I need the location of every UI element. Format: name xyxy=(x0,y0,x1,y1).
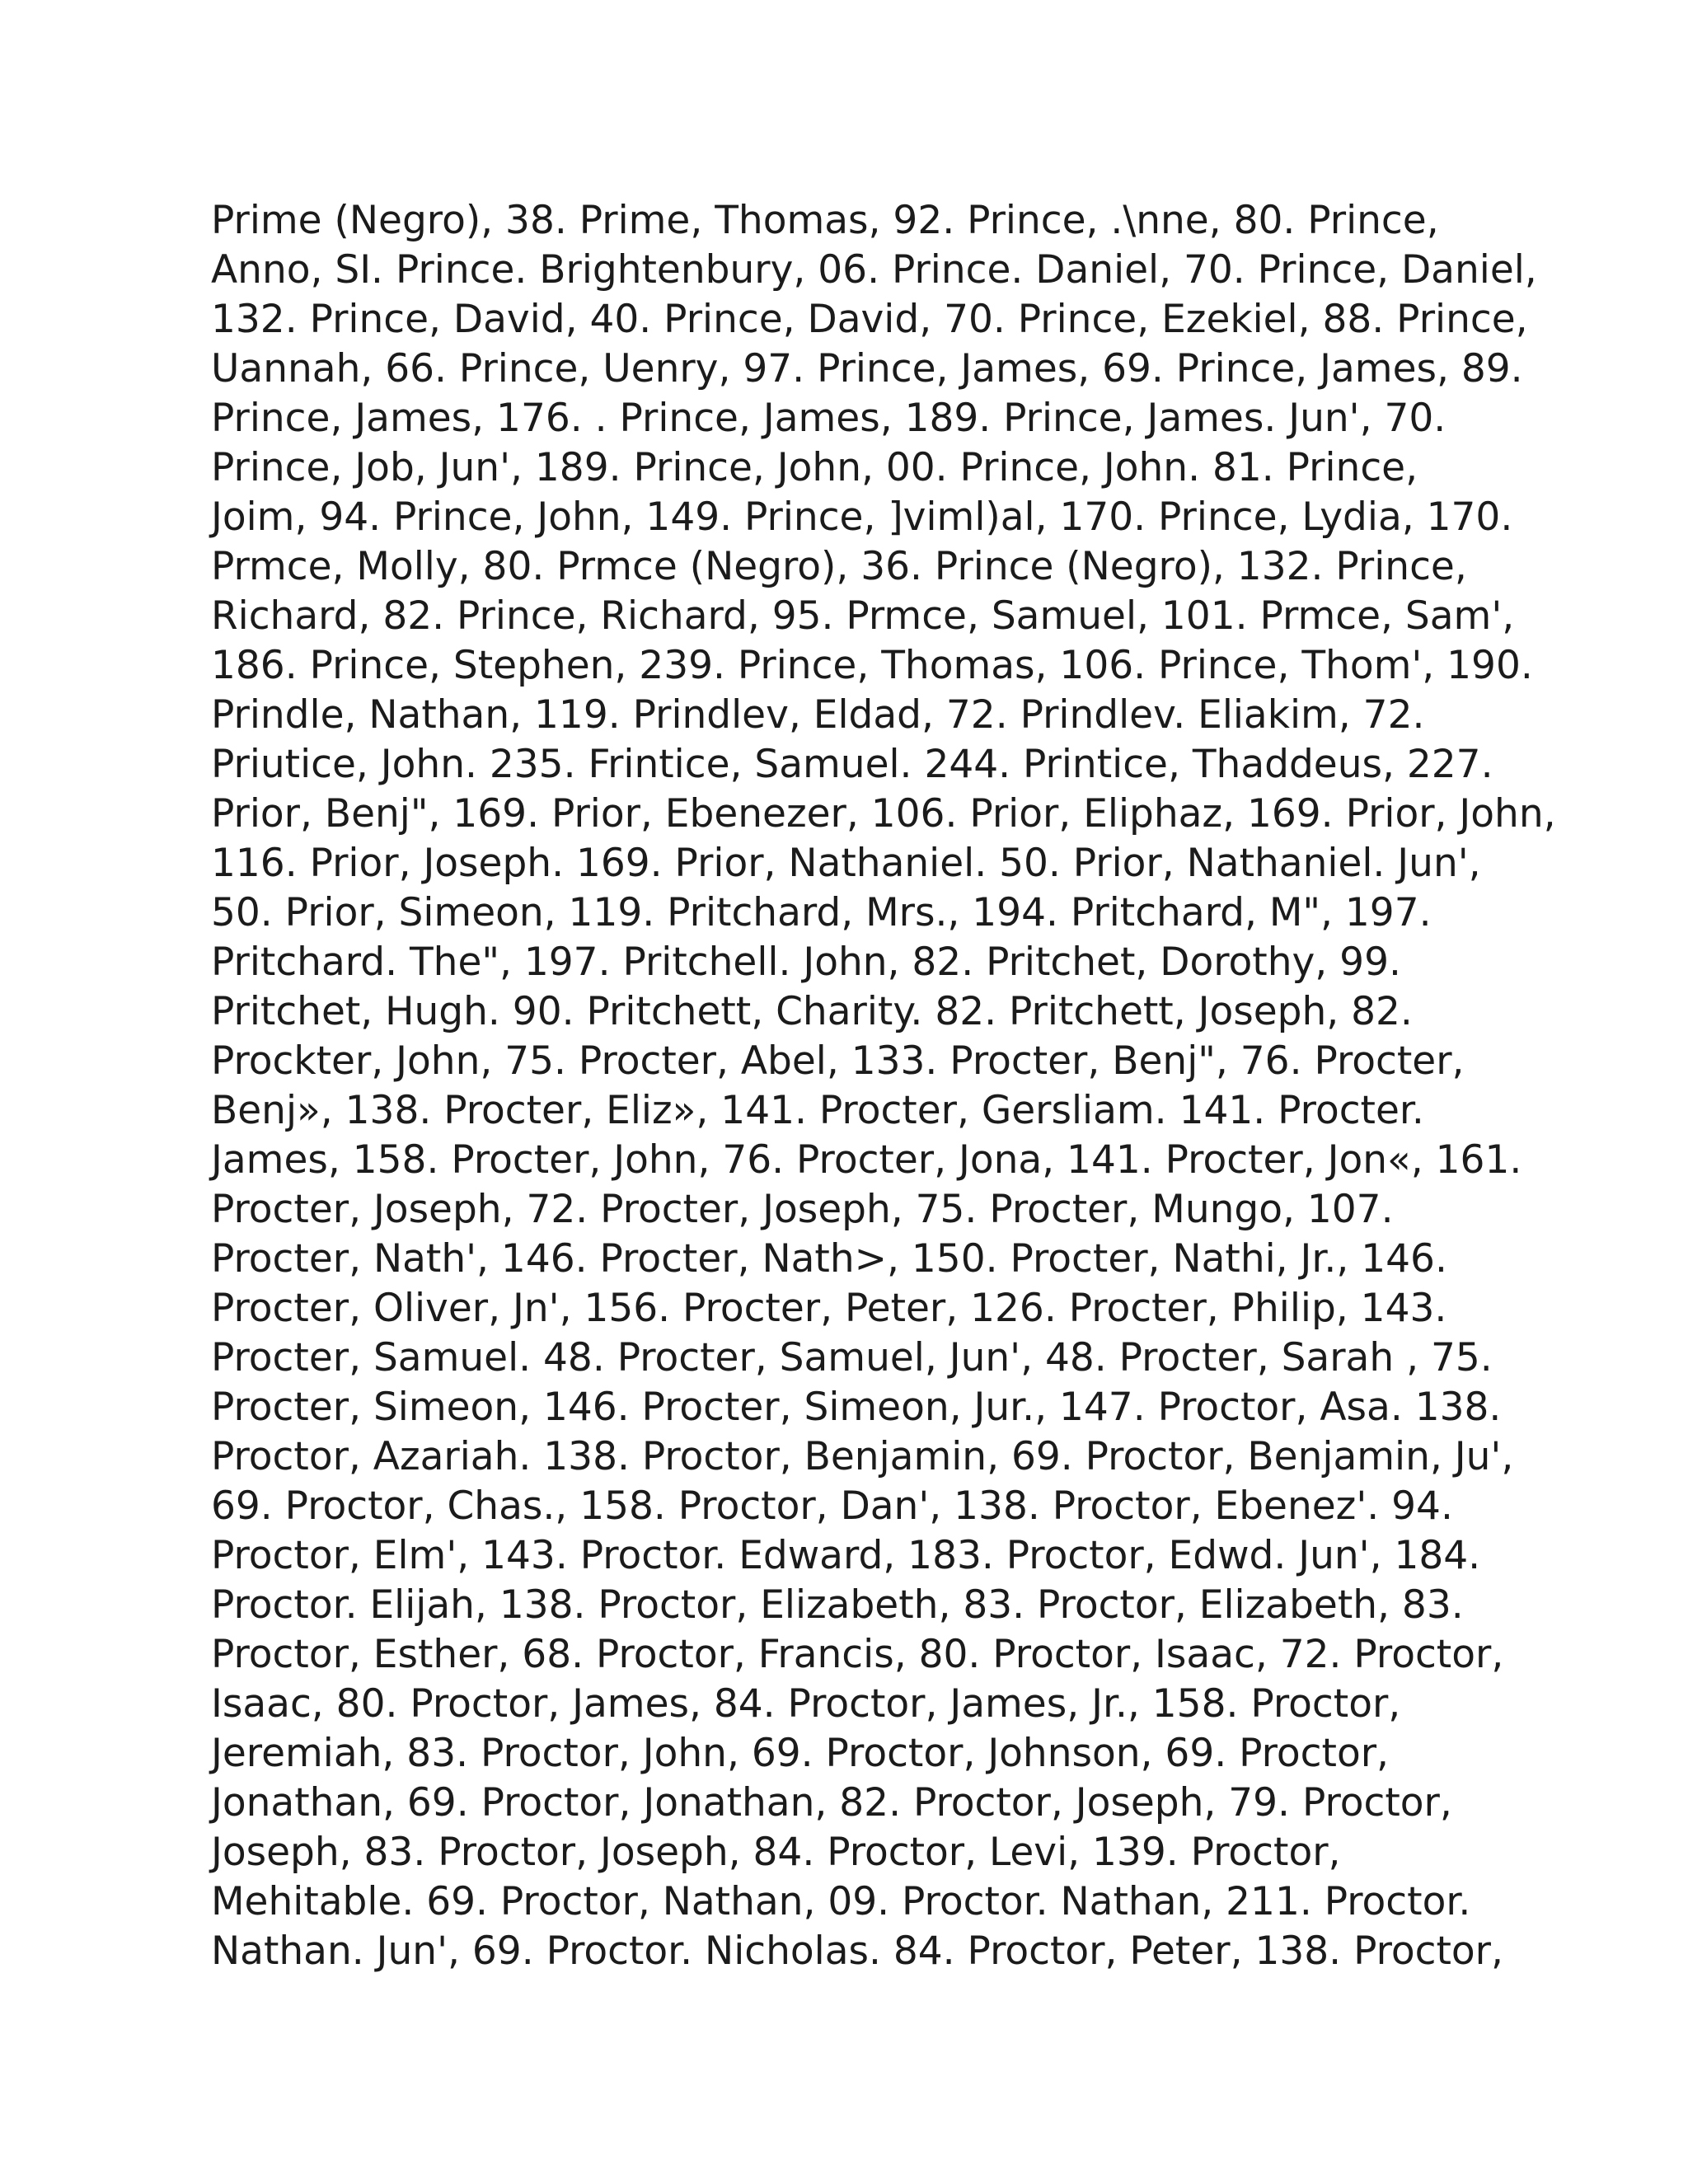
text-line: Pritchet, Hugh. 90. Pritchett, Charity. 82. Pritchett, Joseph, 82. xyxy=(211,989,1413,1034)
text-line: Isaac, 80. Proctor, James, 84. Proctor, James, Jr., 158. Proctor, xyxy=(211,1681,1401,1727)
text-line: Benj», 138. Procter, Eliz», 141. Procter, Gersliam. 141. Procter. xyxy=(211,1088,1424,1133)
text-line: Procter, Nath', 146. Procter, Nath>, 150. Procter, Nathi, Jr., 146. xyxy=(211,1236,1447,1282)
text-line: Richard, 82. Prince, Richard, 95. Prmce, Samuel, 101. Prmce, Sam', xyxy=(211,593,1515,639)
text-line: Prince, James, 176. . Prince, James, 189. Prince, James. Jun', 70. xyxy=(211,396,1447,441)
text-line: Jeremiah, 83. Proctor, John, 69. Proctor, Johnson, 69. Proctor, xyxy=(211,1731,1389,1776)
text-line: Proctor, Elm', 143. Proctor. Edward, 183. Proctor, Edwd. Jun', 184. xyxy=(211,1533,1481,1578)
text-line: Uannah, 66. Prince, Uenry, 97. Prince, James, 69. Prince, James, 89. xyxy=(211,346,1523,391)
text-line: Anno, SI. Prince. Brightenbury, 06. Prince. Daniel, 70. Prince, Daniel, xyxy=(211,247,1537,293)
text-line: Proctor, Esther, 68. Proctor, Francis, 80. Proctor, Isaac, 72. Proctor, xyxy=(211,1632,1504,1677)
text-line: Prindle, Nathan, 119. Prindlev, Eldad, 72. Prindlev. Eliakim, 72. xyxy=(211,692,1425,738)
text-line: Prime (Negro), 38. Prime, Thomas, 92. Prince, .\nne, 80. Prince, xyxy=(211,198,1439,243)
text-line: Procter, Simeon, 146. Procter, Simeon, Jur., 147. Proctor, Asa. 138. xyxy=(211,1385,1502,1430)
text-line: Prockter, John, 75. Procter, Abel, 133. Procter, Benj", 76. Procter, xyxy=(211,1038,1465,1084)
text-line: 69. Proctor, Chas., 158. Proctor, Dan', 138. Proctor, Ebenez'. 94. xyxy=(211,1483,1453,1529)
text-line: Nathan. Jun', 69. Proctor. Nicholas. 84. Proctor, Peter, 138. Proctor, xyxy=(211,1929,1503,1974)
text-line: Procter, Joseph, 72. Procter, Joseph, 75. Procter, Mungo, 107. xyxy=(211,1187,1394,1232)
text-line: 186. Prince, Stephen, 239. Prince, Thomas, 106. Prince, Thom', 190. xyxy=(211,643,1533,688)
text-line: Joim, 94. Prince, John, 149. Prince, ]viml)al, 170. Prince, Lydia, 170. xyxy=(211,494,1513,540)
text-line: Proctor. Elijah, 138. Proctor, Elizabeth, 83. Proctor, Elizabeth, 83. xyxy=(211,1582,1464,1628)
text-line: Jonathan, 69. Proctor, Jonathan, 82. Proctor, Joseph, 79. Proctor, xyxy=(211,1780,1452,1825)
text-line: Procter, Oliver, Jn', 156. Procter, Peter, 126. Procter, Philip, 143. xyxy=(211,1286,1447,1331)
text-line: Joseph, 83. Proctor, Joseph, 84. Proctor, Levi, 139. Proctor, xyxy=(211,1830,1341,1875)
text-line: Procter, Samuel. 48. Procter, Samuel, Jun', 48. Procter, Sarah , 75. xyxy=(211,1335,1493,1380)
text-line: 132. Prince, David, 40. Prince, David, 70. Prince, Ezekiel, 88. Prince, xyxy=(211,297,1528,342)
text-line: Mehitable. 69. Proctor, Nathan, 09. Proctor. Nathan, 211. Proctor. xyxy=(211,1879,1471,1924)
text-line: 116. Prior, Joseph. 169. Prior, Nathaniel. 50. Prior, Nathaniel. Jun', xyxy=(211,841,1481,886)
text-line: Prince, Job, Jun', 189. Prince, John, 00. Prince, John. 81. Prince, xyxy=(211,445,1418,490)
text-line: Proctor, Azariah. 138. Proctor, Benjamin, 69. Proctor, Benjamin, Ju', xyxy=(211,1434,1514,1479)
text-line: 50. Prior, Simeon, 119. Pritchard, Mrs., 194. Pritchard, M", 197. xyxy=(211,890,1432,935)
text-line: Prmce, Molly, 80. Prmce (Negro), 36. Prince (Negro), 132. Prince, xyxy=(211,544,1467,589)
text-line: Prior, Benj", 169. Prior, Ebenezer, 106. Prior, Eliphaz, 169. Prior, John, xyxy=(211,791,1556,837)
text-line: Pritchard. The", 197. Pritchell. John, 82. Pritchet, Dorothy, 99. xyxy=(211,940,1401,985)
index-text-block xyxy=(211,196,1556,1976)
text-line: Priutice, John. 235. Frintice, Samuel. 244. Printice, Thaddeus, 227. xyxy=(211,742,1493,787)
text-line: James, 158. Procter, John, 76. Procter, Jona, 141. Procter, Jon«, 161. xyxy=(211,1137,1522,1183)
